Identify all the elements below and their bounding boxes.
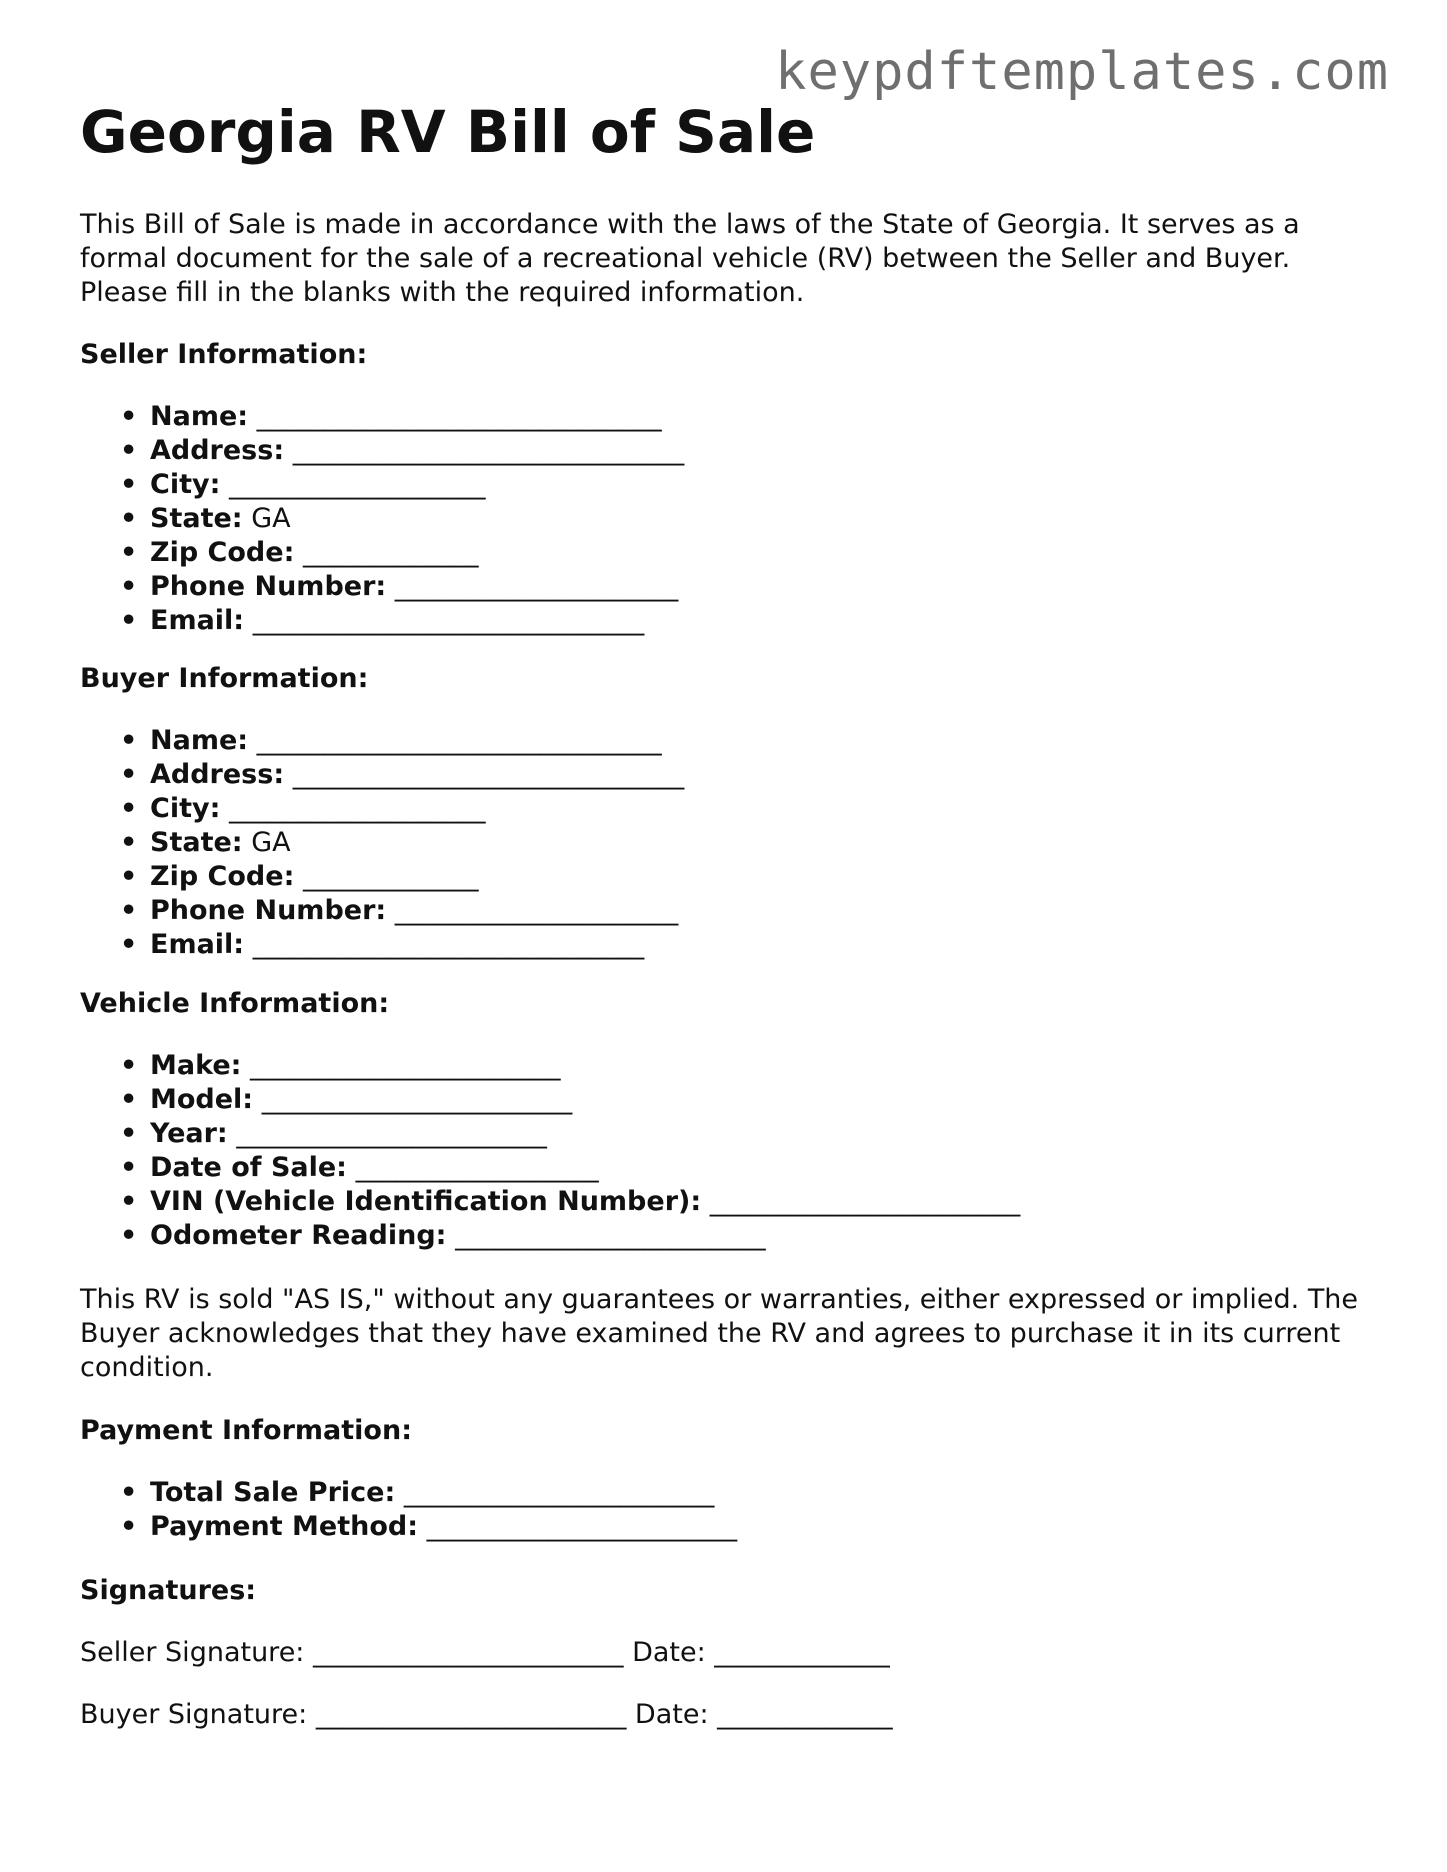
- field-blank[interactable]: _______________________: [250, 1050, 561, 1081]
- buyer-zip-field[interactable]: [150, 860, 1380, 894]
- field-value: GA: [251, 503, 291, 534]
- document-title: Georgia RV Bill of Sale: [80, 98, 816, 166]
- field-label: City:: [150, 793, 221, 824]
- field-blank[interactable]: _____________________: [394, 571, 679, 602]
- watermark: keypdftemplates.com: [775, 42, 1389, 102]
- field-label: State:: [150, 827, 243, 858]
- seller-heading: Seller Information:: [80, 339, 368, 370]
- seller-zip-field[interactable]: [150, 536, 1380, 570]
- vehicle-section: [80, 987, 1380, 1253]
- seller-phone-field[interactable]: [150, 570, 1380, 604]
- vehicle-heading: Vehicle Information:: [80, 988, 390, 1019]
- buyer-fields: [80, 724, 1380, 962]
- field-value: GA: [251, 827, 291, 858]
- buyer-phone-field[interactable]: [150, 894, 1380, 928]
- seller-email-field[interactable]: [150, 604, 1380, 638]
- field-blank[interactable]: ______________________________: [256, 401, 662, 432]
- vehicle-make-field[interactable]: [150, 1049, 1380, 1083]
- intro-paragraph: This Bill of Sale is made in accordance with the laws of the State of Georgia. It serves as a formal document for the sale of a recreational vehicle (RV) between the Seller and Buyer. Please fill in the blanks with the required information.: [80, 209, 1300, 308]
- as-is-paragraph: This RV is sold "AS IS," without any guarantees or warranties, either expressed or implied. The Buyer acknowledges that they have examined the RV and agrees to purchase it in its current condition.: [80, 1284, 1359, 1383]
- signatures-heading: Signatures:: [80, 1575, 257, 1606]
- field-blank[interactable]: _______________________: [403, 1477, 715, 1508]
- field-label: Address:: [150, 759, 285, 790]
- buyer-state-field: [150, 826, 1380, 860]
- field-blank[interactable]: _____________________________: [252, 929, 645, 960]
- field-label: State:: [150, 503, 243, 534]
- field-label: Model:: [150, 1084, 254, 1115]
- field-blank[interactable]: _______________________: [455, 1220, 766, 1251]
- as-is-section: [80, 1283, 1380, 1385]
- buyer-city-field[interactable]: [150, 792, 1380, 826]
- buyer-section: [80, 662, 1380, 962]
- field-label: Zip Code:: [150, 537, 295, 568]
- field-label: Name:: [150, 725, 249, 756]
- buyer-heading: Buyer Information:: [80, 663, 369, 694]
- field-blank[interactable]: _______________________: [709, 1186, 1021, 1217]
- total-sale-price-field[interactable]: [150, 1476, 1380, 1510]
- seller-city-field[interactable]: [150, 468, 1380, 502]
- payment-heading: Payment Information:: [80, 1415, 412, 1446]
- field-blank[interactable]: _______________________: [261, 1084, 573, 1115]
- payment-section: [80, 1414, 1380, 1544]
- buyer-signature-line[interactable]: Buyer Signature: _______________________ Date: _____________: [80, 1699, 893, 1730]
- vehicle-model-field[interactable]: [150, 1083, 1380, 1117]
- vehicle-odometer-field[interactable]: [150, 1219, 1380, 1253]
- field-blank[interactable]: ___________________: [228, 793, 486, 824]
- field-label: Email:: [150, 929, 245, 960]
- field-label: Odometer Reading:: [150, 1220, 447, 1251]
- field-blank[interactable]: _____________________________: [252, 605, 645, 636]
- vehicle-vin-field[interactable]: [150, 1185, 1380, 1219]
- field-label: Phone Number:: [150, 571, 387, 602]
- field-label: City:: [150, 469, 221, 500]
- field-label: Date of Sale:: [150, 1152, 347, 1183]
- field-blank[interactable]: _____________________: [394, 895, 679, 926]
- buyer-email-field[interactable]: [150, 928, 1380, 962]
- payment-fields: [80, 1476, 1380, 1544]
- vehicle-year-field[interactable]: [150, 1117, 1380, 1151]
- buyer-address-field[interactable]: [150, 758, 1380, 792]
- field-label: Make:: [150, 1050, 242, 1081]
- field-blank[interactable]: _____________________________: [292, 759, 685, 790]
- field-blank[interactable]: _____________________________: [292, 435, 685, 466]
- field-blank[interactable]: _______________________: [236, 1118, 547, 1149]
- signatures-section: [80, 1574, 1380, 1732]
- field-blank[interactable]: ___________________: [228, 469, 486, 500]
- seller-section: [80, 338, 1380, 638]
- field-label: Address:: [150, 435, 285, 466]
- vehicle-fields: [80, 1049, 1380, 1253]
- field-label: Email:: [150, 605, 245, 636]
- field-blank[interactable]: _____________: [302, 861, 479, 892]
- field-label: Payment Method:: [150, 1511, 419, 1542]
- field-blank[interactable]: ______________________________: [256, 725, 662, 756]
- field-label: Phone Number:: [150, 895, 387, 926]
- field-label: Zip Code:: [150, 861, 295, 892]
- seller-fields: [80, 400, 1380, 638]
- field-label: Total Sale Price:: [150, 1477, 396, 1508]
- field-label: VIN (Vehicle Identification Number):: [150, 1186, 702, 1217]
- field-blank[interactable]: __________________: [355, 1152, 599, 1183]
- buyer-name-field[interactable]: [150, 724, 1380, 758]
- field-label: Name:: [150, 401, 249, 432]
- seller-state-field: [150, 502, 1380, 536]
- seller-signature-line[interactable]: Seller Signature: _______________________ Date: _____________: [80, 1637, 890, 1668]
- field-blank[interactable]: _______________________: [426, 1511, 738, 1542]
- vehicle-date-of-sale-field[interactable]: [150, 1151, 1380, 1185]
- payment-method-field[interactable]: [150, 1510, 1380, 1544]
- seller-address-field[interactable]: [150, 434, 1380, 468]
- field-blank[interactable]: _____________: [302, 537, 479, 568]
- field-label: Year:: [150, 1118, 228, 1149]
- seller-name-field[interactable]: [150, 400, 1380, 434]
